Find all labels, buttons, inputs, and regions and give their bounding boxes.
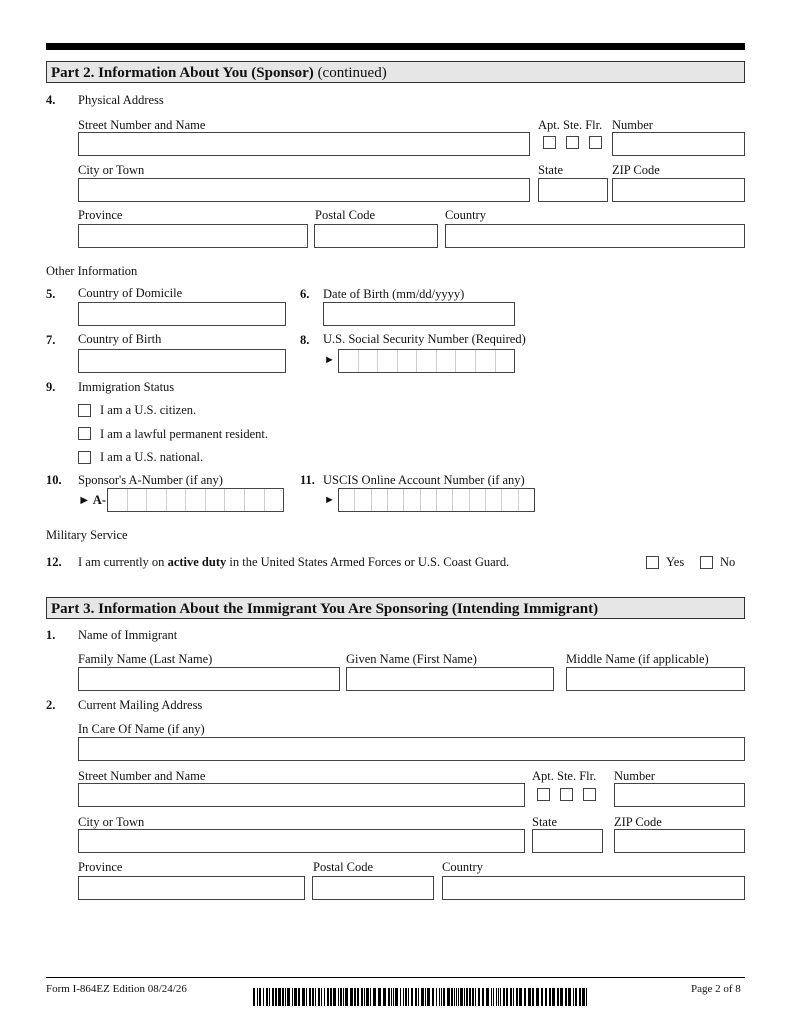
care-of-label: In Care Of Name (if any) [78,722,208,738]
apt-label: Apt. Ste. Flr. [538,118,603,132]
uscis-account-input[interactable] [338,488,535,512]
state-label: State [538,163,563,177]
top-rule [46,43,745,50]
sponsor-country-input[interactable] [445,224,745,248]
sponsor-state-select[interactable] [538,178,608,202]
sponsor-zip-input[interactable] [612,178,745,202]
immigrant-province-input[interactable] [78,876,305,900]
p3-postal-label: Postal Code [313,860,374,874]
p3-apt-checkbox[interactable] [537,788,550,801]
us-citizen-label: I am a U.S. citizen. [100,403,197,417]
immigrant-country-input[interactable] [442,876,745,900]
zip-label: ZIP Code [612,163,660,177]
p3-zip-label: ZIP Code [614,815,662,829]
ste-checkbox[interactable] [566,136,579,149]
uscis-arrow-icon: ► [324,494,335,506]
q12-number: 12. [46,555,62,569]
sponsor-postal-input[interactable] [314,224,438,248]
active-duty-no-checkbox[interactable] [700,556,713,569]
family-name-label: Family Name (Last Name) [78,652,213,666]
domicile-input[interactable] [78,302,286,326]
a-number-input[interactable] [107,488,284,512]
immigrant-zip-input[interactable] [614,829,745,853]
p3-street-label: Street Number and Name [78,769,206,783]
p3-number-label: Number [614,769,655,783]
barcode-image [253,988,593,1006]
us-national-label: I am a U.S. national. [100,450,204,464]
a-number-prefix: ► A- [78,493,106,507]
active-duty-yes-checkbox[interactable] [646,556,659,569]
immigrant-state-select[interactable] [532,829,603,853]
ssn-input[interactable] [338,349,515,373]
yes-label: Yes [666,555,685,569]
q4-number: 4. [46,93,56,107]
q6-number: 6. [300,287,310,301]
q10-label: Sponsor's A-Number (if any) [78,473,223,487]
footer-form-id: Form I-864EZ Edition 08/24/26 [46,983,187,995]
other-info-heading: Other Information [46,264,138,278]
number-label: Number [612,118,745,134]
street-label: Street Number and Name [78,118,530,134]
ssn-arrow-icon: ► [324,354,335,366]
p3-q1-number: 1. [46,628,56,642]
sponsor-apt-number-input[interactable] [612,132,745,156]
us-citizen-checkbox[interactable] [78,404,91,417]
q10-number: 10. [46,473,62,487]
sponsor-province-input[interactable] [78,224,308,248]
apt-checkbox[interactable] [543,136,556,149]
part2-header-continued: (continued) [313,65,387,81]
immigrant-city-input[interactable] [78,829,525,853]
part2-header [46,61,745,83]
q8-number: 8. [300,333,310,347]
p3-q1-label: Name of Immigrant [78,628,178,642]
q11-number: 11. [300,473,315,487]
q9-label: Immigration Status [78,380,175,394]
sponsor-city-input[interactable] [78,178,530,202]
q5-number: 5. [46,287,56,301]
flr-checkbox[interactable] [589,136,602,149]
part2-header-title: Part 2. Information About You (Sponsor) [51,65,314,81]
postal-label: Postal Code [315,208,376,222]
q8-label: U.S. Social Security Number (Required) [323,332,526,346]
military-heading: Military Service [46,528,128,542]
footer-rule [46,977,745,978]
p3-apt-label: Apt. Ste. Flr. [532,769,597,783]
birth-country-input[interactable] [78,349,286,373]
immigrant-street-input[interactable] [78,783,525,807]
q4-label: Physical Address [78,93,164,107]
part3-header [46,597,745,619]
city-label: City or Town [78,163,145,177]
immigrant-apt-number-input[interactable] [614,783,745,807]
middle-name-input[interactable] [566,667,745,691]
given-name-input[interactable] [346,667,554,691]
p3-q2-number: 2. [46,698,56,712]
q12-label: I am currently on active duty in the United States Armed Forces or U.S. Coast Guard. [78,555,510,569]
p3-city-label: City or Town [78,815,145,829]
footer-page-number: Page 2 of 8 [691,983,741,995]
p3-country-label: Country [442,860,483,874]
sponsor-street-input[interactable] [78,132,530,156]
q6-label: Date of Birth (mm/dd/yyyy) [323,287,465,301]
lpr-label: I am a lawful permanent resident. [100,427,268,441]
q5-label: Country of Domicile [78,286,183,300]
care-of-input[interactable] [78,737,745,761]
q7-label: Country of Birth [78,332,162,346]
family-name-input[interactable] [78,667,340,691]
q11-label: USCIS Online Account Number (if any) [323,473,525,487]
p3-province-label: Province [78,860,123,874]
p3-flr-checkbox[interactable] [583,788,596,801]
immigrant-postal-input[interactable] [312,876,434,900]
part3-header-title: Part 3. Information About the Immigrant You Are Sponsoring (Intending Immigrant) [51,601,599,617]
lpr-checkbox[interactable] [78,427,91,440]
p3-q2-label: Current Mailing Address [78,698,203,712]
q9-number: 9. [46,380,56,394]
country-label: Country [445,208,486,222]
q7-number: 7. [46,333,56,347]
province-label: Province [78,208,123,222]
middle-name-label: Middle Name (if applicable) [566,652,709,666]
us-national-checkbox[interactable] [78,451,91,464]
p3-state-label: State [532,815,557,829]
no-label: No [720,555,736,569]
given-name-label: Given Name (First Name) [346,652,477,666]
dob-input[interactable] [323,302,515,326]
p3-ste-checkbox[interactable] [560,788,573,801]
